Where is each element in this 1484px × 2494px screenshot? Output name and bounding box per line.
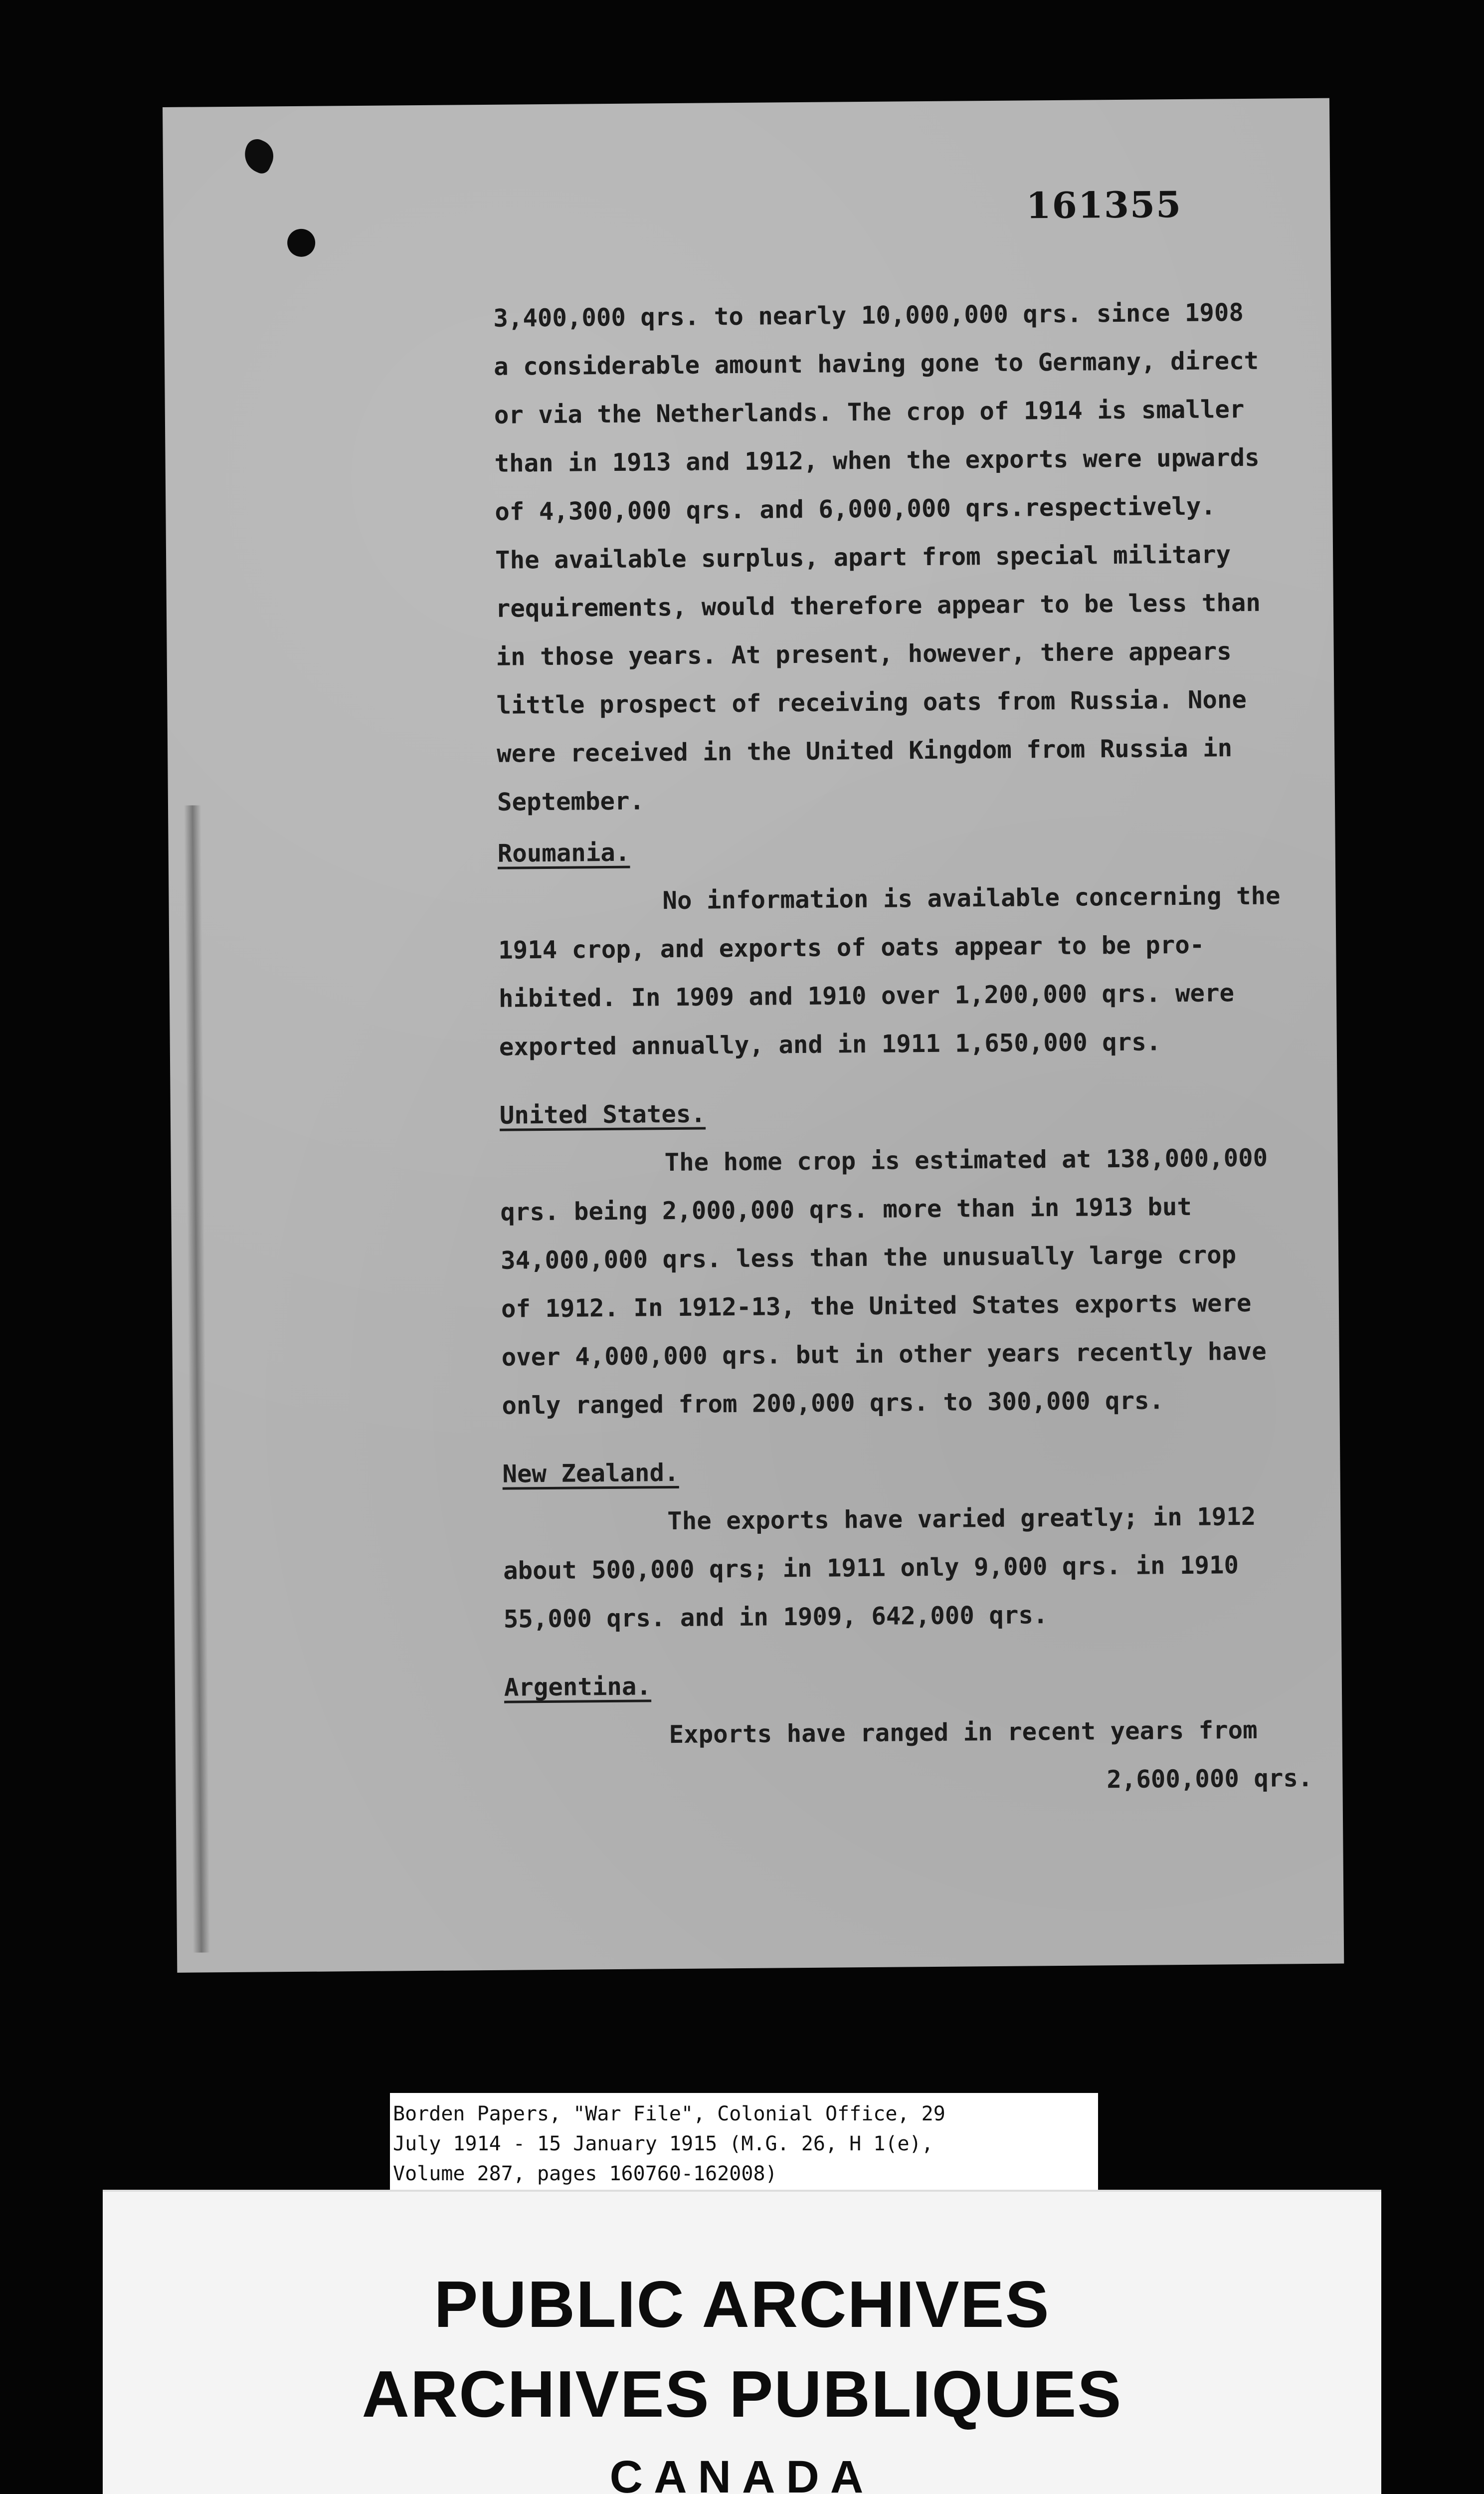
typed-text [493,288,1333,1809]
text-line: were received in the United Kingdom from Russia in [496,734,1233,768]
text-line: or via the Netherlands. The crop of 1914 is smaller [494,395,1245,429]
text-line: 3,400,000 qrs. to nearly 10,000,000 qrs. since 1908 [493,298,1244,333]
text-line: Exports have ranged in recent years from [669,1715,1258,1749]
label-line: Volume 287, pages 160760-162008) [393,2162,777,2185]
text-line: about 500,000 qrs; in 1911 only 9,000 qrs. in 1910 [503,1551,1239,1585]
section-heading-new-zealand: New Zealand. [502,1458,679,1488]
text-line: 1914 crop, and exports of oats appear to be pro- [498,930,1205,965]
punch-hole [287,229,315,257]
text-line: September. [497,787,645,817]
text-line: over 4,000,000 qrs. but in other years recently have [501,1337,1267,1372]
text-line: 2,600,000 qrs. [1107,1763,1313,1794]
text-line: No information is available concerning the [662,881,1281,915]
document-page [163,98,1344,1973]
text-line: only ranged from 200,000 qrs. to 300,000 qrs. [502,1386,1164,1420]
archive-reference-label [390,2093,1098,2193]
label-line: July 1914 - 15 January 1915 (M.G. 26, H 1(e), [393,2132,933,2155]
text-line: of 1912. In 1912-13, the United States exports were [501,1288,1252,1323]
text-line: 34,000,000 qrs. less than the unusually large crop [500,1241,1237,1275]
text-line: than in 1913 and 1912, when the exports were upwards [494,443,1260,478]
section-heading-argentina: Argentina. [504,1672,652,1702]
page-edge-shadow [184,805,210,1952]
section-heading-roumania: Roumania. [497,838,630,868]
text-line: The home crop is estimated at 138,000,000 [664,1143,1268,1177]
text-line: exported annually, and in 1911 1,650,000 qrs. [499,1028,1161,1061]
text-line: 55,000 qrs. and in 1909, 642,000 qrs. [503,1601,1048,1634]
section-heading-united-states: United States. [499,1099,706,1130]
text-line: requirements, would therefore appear to be less than [495,588,1261,623]
stamp-line-english: PUBLIC ARCHIVES [434,2268,1050,2341]
text-line: of 4,300,000 qrs. and 6,000,000 qrs.respectively. [495,492,1216,526]
text-line: little prospect of receiving oats from Russia. None [496,685,1247,720]
text-line: a considerable amount having gone to Germany, direct [493,346,1259,381]
text-line: hibited. In 1909 and 1910 over 1,200,000 qrs. were [498,979,1235,1013]
text-line: The available surplus, apart from special military [495,540,1231,575]
text-line: qrs. being 2,000,000 qrs. more than in 1913 but [500,1192,1192,1227]
label-line: Borden Papers, "War File", Colonial Office, 29 [393,2102,945,2125]
stamp-line-country: CANADA [609,2452,875,2494]
page-number: 161355 [1026,183,1182,227]
text-line: in those years. At present, however, there appears [496,637,1232,671]
text-line: The exports have varied greatly; in 1912 [667,1502,1256,1536]
stamp-line-french: ARCHIVES PUBLIQUES [362,2357,1122,2431]
archives-stamp [103,2190,1381,2494]
ink-blot [239,136,279,176]
